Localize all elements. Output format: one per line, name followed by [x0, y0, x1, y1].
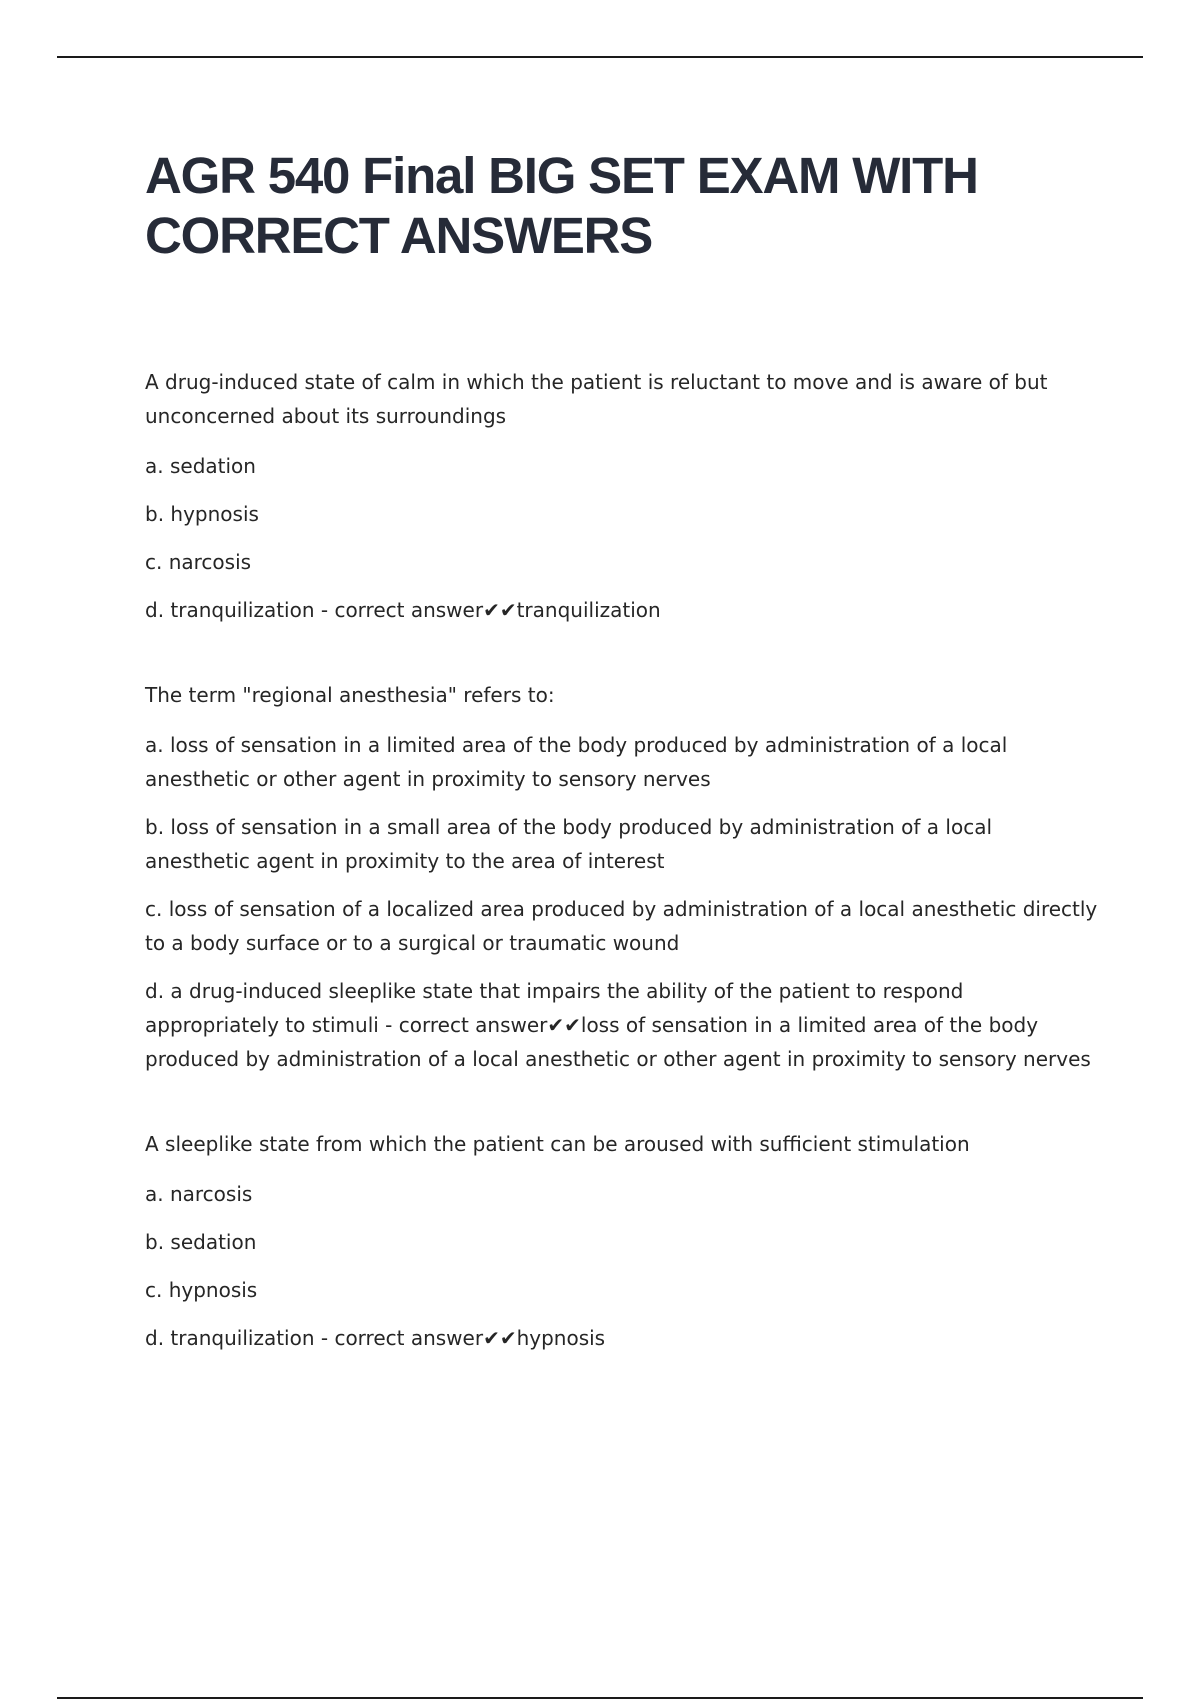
- question-2: [145, 678, 1100, 1076]
- question-text: The term "regional anesthesia" refers to:: [145, 683, 555, 707]
- answer-option-c: c. narcosis: [145, 550, 252, 574]
- answer-option-a: a. narcosis: [145, 1182, 253, 1206]
- question-3: [145, 1127, 1100, 1355]
- answer-option-a: a. sedation: [145, 454, 256, 478]
- answer-option-b: b. sedation: [145, 1230, 257, 1254]
- answer-option-a: a. loss of sensation in a limited area of the body produced by administration of a local anesthetic or other agent in proximity to sensory nerves: [145, 733, 1008, 791]
- bottom-rule: [57, 1697, 1143, 1699]
- question-text: A drug-induced state of calm in which the patient is reluctant to move and is aware of but unconcerned about its surroundings: [145, 370, 1048, 428]
- top-rule: [57, 56, 1143, 58]
- answer-option-b: b. loss of sensation in a small area of the body produced by administration of a local anesthetic agent in proximity to the area of interest: [145, 815, 993, 873]
- answer-option-d: d. tranquilization - correct answer✔✔hypnosis: [145, 1326, 606, 1350]
- question-text: A sleeplike state from which the patient can be aroused with sufficient stimulation: [145, 1132, 970, 1156]
- answer-option-c: c. loss of sensation of a localized area produced by administration of a local anesthetic directly to a body surface or to a surgical or traumatic wound: [145, 897, 1098, 955]
- question-1: [145, 365, 1100, 627]
- answer-option-c: c. hypnosis: [145, 1278, 258, 1302]
- document-title: AGR 540 Final BIG SET EXAM WITH CORRECT ANSWERS: [145, 147, 978, 264]
- question-list: [145, 365, 1100, 1355]
- answer-option-b: b. hypnosis: [145, 502, 259, 526]
- answer-option-d: d. a drug-induced sleeplike state that impairs the ability of the patient to respond appropriately to stimuli - correct answer✔✔loss of sensation in a limited area of the body produced by administration of a local anesthetic or other agent in proximity to sensory nerves: [145, 979, 1091, 1071]
- answer-option-d: d. tranquilization - correct answer✔✔tranquilization: [145, 598, 661, 622]
